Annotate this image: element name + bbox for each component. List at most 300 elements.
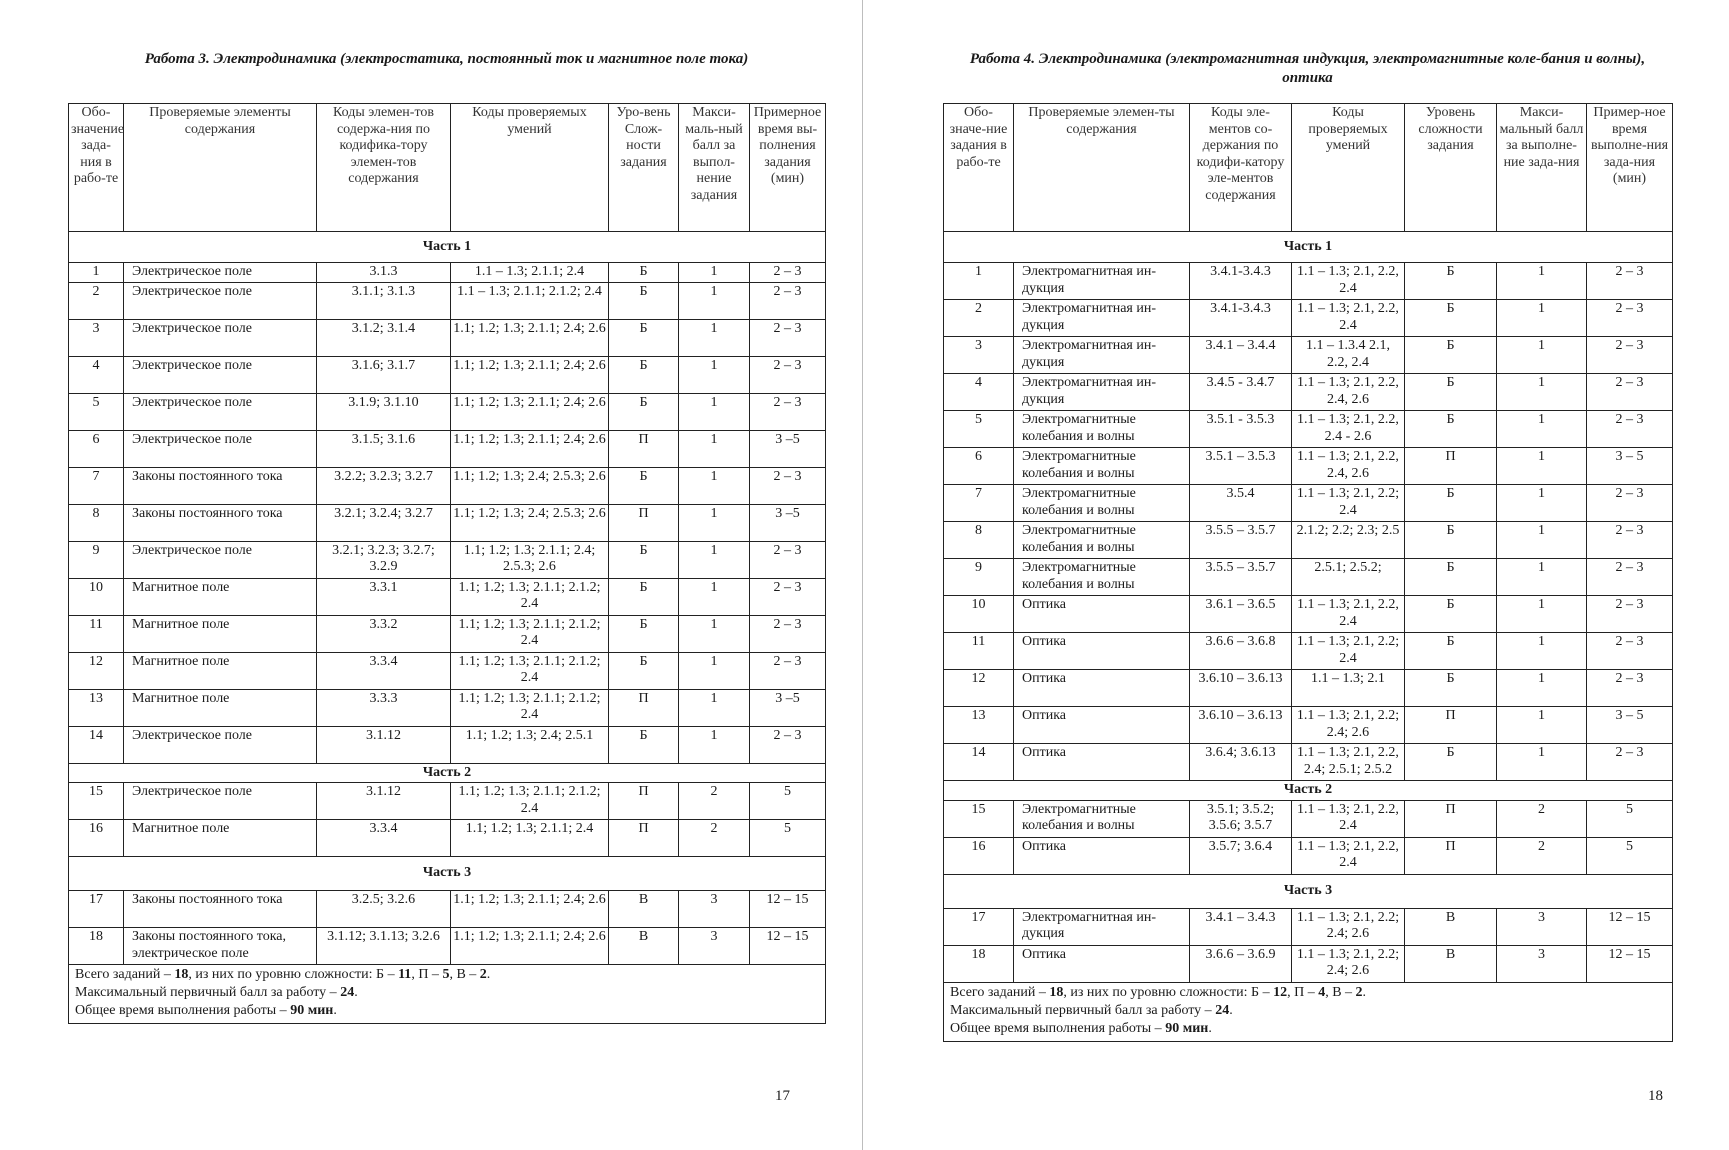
time-minutes: 2 – 3 [1587,300,1673,337]
content-element: Электромагнитные колебания и волны [1014,559,1190,596]
table-row [69,891,826,928]
content-codes: 3.3.1 [317,578,451,615]
task-number: 9 [944,559,1014,596]
content-codes: 3.1.9; 3.1.10 [317,393,451,430]
time-minutes: 3 –5 [750,504,826,541]
table-row [69,282,826,319]
difficulty-level: Б [1405,374,1497,411]
time-minutes: 12 – 15 [1587,945,1673,982]
table-row [944,707,1673,744]
task-number: 3 [944,337,1014,374]
time-minutes: 2 – 3 [750,319,826,356]
task-number: 7 [69,467,124,504]
max-score: 1 [1497,596,1587,633]
difficulty-level: В [609,891,679,928]
time-minutes: 2 – 3 [1587,263,1673,300]
content-codes: 3.6.1 – 3.6.5 [1190,596,1292,633]
table-row [69,541,826,578]
skill-codes: 1.1 – 1.3.4 2.1, 2.2, 2.4 [1292,337,1405,374]
difficulty-level: Б [609,393,679,430]
max-score: 1 [1497,744,1587,781]
max-score: 1 [1497,300,1587,337]
content-codes: 3.6.10 – 3.6.13 [1190,670,1292,707]
task-number: 10 [69,578,124,615]
task-number: 16 [69,820,124,857]
content-codes: 3.6.6 – 3.6.8 [1190,633,1292,670]
max-score: 1 [1497,411,1587,448]
content-codes: 3.1.6; 3.1.7 [317,356,451,393]
task-number: 14 [69,726,124,763]
content-codes: 3.6.4; 3.6.13 [1190,744,1292,781]
header-cell: Обо-значе-ние задания в рабо-те [944,104,1014,232]
max-score: 1 [1497,559,1587,596]
max-score: 1 [1497,522,1587,559]
skill-codes: 1.1; 1.2; 1.3; 2.4; 2.5.3; 2.6 [451,467,609,504]
content-element: Магнитное поле [124,652,317,689]
difficulty-level: П [609,504,679,541]
table-row [69,783,826,820]
time-minutes: 3 – 5 [1587,707,1673,744]
max-score: 1 [679,652,750,689]
max-score: 1 [1497,448,1587,485]
table-row [69,820,826,857]
table-row [69,615,826,652]
time-minutes: 12 – 15 [750,928,826,965]
table-header-row [944,104,1673,232]
content-element: Электрическое поле [124,319,317,356]
difficulty-level: Б [609,652,679,689]
summary-note [944,982,1673,1041]
part-row [69,232,826,263]
content-element: Электромагнитные колебания и волны [1014,800,1190,837]
content-codes: 3.3.3 [317,689,451,726]
difficulty-level: Б [1405,263,1497,300]
max-score: 3 [679,928,750,965]
time-minutes: 3 – 5 [1587,448,1673,485]
task-number: 17 [944,908,1014,945]
table-row [944,448,1673,485]
content-element: Законы постоянного тока, электрическое поле [124,928,317,965]
content-codes: 3.5.7; 3.6.4 [1190,837,1292,874]
skill-codes: 1.1; 1.2; 1.3; 2.1.1; 2.4; 2.6 [451,928,609,965]
difficulty-level: Б [609,263,679,283]
task-number: 2 [944,300,1014,337]
max-score: 2 [1497,837,1587,874]
table-row [69,652,826,689]
skill-codes: 1.1; 1.2; 1.3; 2.1.1; 2.4; 2.6 [451,430,609,467]
table-row [944,300,1673,337]
difficulty-level: Б [1405,300,1497,337]
header-cell: Макси-мальный балл за выполне-ние зада-ния [1497,104,1587,232]
max-score: 1 [1497,633,1587,670]
summary-note [69,965,826,1024]
difficulty-level: П [1405,707,1497,744]
content-element: Оптика [1014,744,1190,781]
task-number: 10 [944,596,1014,633]
table-row [69,578,826,615]
task-number: 18 [69,928,124,965]
max-score: 1 [679,430,750,467]
content-element: Магнитное поле [124,578,317,615]
max-score: 1 [679,504,750,541]
part-label: Часть 2 [944,781,1673,801]
content-element: Оптика [1014,707,1190,744]
task-number: 4 [944,374,1014,411]
table-row [944,337,1673,374]
header-cell: Проверяемые элементы содержания [124,104,317,232]
max-score: 1 [1497,707,1587,744]
difficulty-level: Б [609,319,679,356]
task-number: 13 [69,689,124,726]
part-row [944,874,1673,908]
skill-codes: 1.1 – 1.3; 2.1.1; 2.4 [451,263,609,283]
time-minutes: 12 – 15 [1587,908,1673,945]
content-element: Электромагнитная ин-дукция [1014,374,1190,411]
content-codes: 3.3.4 [317,820,451,857]
max-score: 3 [1497,945,1587,982]
skill-codes: 1.1 – 1.3; 2.1, 2.2, 2.4 - 2.6 [1292,411,1405,448]
max-score: 1 [679,615,750,652]
part-label: Часть 3 [69,857,826,891]
content-element: Электромагнитные колебания и волны [1014,522,1190,559]
max-score: 1 [679,726,750,763]
time-minutes: 2 – 3 [1587,374,1673,411]
content-codes: 3.5.5 – 3.5.7 [1190,522,1292,559]
summary-max-score: Максимальный первичный балл за работу – 24. [950,1002,1233,1018]
summary-max-score: Максимальный первичный балл за работу – 24. [75,985,358,1000]
task-number: 12 [944,670,1014,707]
time-minutes: 2 – 3 [1587,633,1673,670]
difficulty-level: В [1405,945,1497,982]
difficulty-level: Б [609,356,679,393]
difficulty-level: П [609,783,679,820]
max-score: 1 [1497,485,1587,522]
page-divider [862,0,863,1150]
task-number: 3 [69,319,124,356]
summary-total-tasks: Всего заданий – 18, из них по уровню сложности: Б – 11, П – 5, В – 2. [75,967,491,982]
time-minutes: 2 – 3 [1587,337,1673,374]
table-row [944,633,1673,670]
content-element: Электромагнитные колебания и волны [1014,448,1190,485]
content-element: Законы постоянного тока [124,891,317,928]
content-codes: 3.1.5; 3.1.6 [317,430,451,467]
task-number: 8 [944,522,1014,559]
task-number: 11 [69,615,124,652]
max-score: 1 [679,541,750,578]
task-number: 9 [69,541,124,578]
task-number: 1 [69,263,124,283]
content-element: Электрическое поле [124,282,317,319]
difficulty-level: Б [1405,596,1497,633]
time-minutes: 5 [1587,837,1673,874]
table-row [944,670,1673,707]
table-row [944,411,1673,448]
summary-total-tasks: Всего заданий – 18, из них по уровню сложности: Б – 12, П – 4, В – 2. [950,984,1367,1000]
skill-codes: 1.1 – 1.3; 2.1, 2.2; 2.4; 2.6 [1292,707,1405,744]
skill-codes: 1.1 – 1.3; 2.1.1; 2.1.2; 2.4 [451,282,609,319]
time-minutes: 2 – 3 [750,263,826,283]
content-element: Магнитное поле [124,615,317,652]
header-cell: Коды элемен-тов содержа-ния по кодифика-тору элемен-тов содержания [317,104,451,232]
skill-codes: 1.1; 1.2; 1.3; 2.1.1; 2.1.2; 2.4 [451,578,609,615]
task-number: 8 [69,504,124,541]
difficulty-level: В [1405,908,1497,945]
part-row [944,781,1673,801]
difficulty-level: Б [1405,337,1497,374]
skill-codes: 1.1 – 1.3; 2.1, 2.2; 2.4; 2.6 [1292,945,1405,982]
content-element: Электрическое поле [124,783,317,820]
max-score: 2 [679,820,750,857]
max-score: 2 [1497,800,1587,837]
footer-row [944,982,1673,1041]
content-codes: 3.1.12 [317,783,451,820]
task-number: 5 [69,393,124,430]
table-row [944,945,1673,982]
skill-codes: 1.1 – 1.3; 2.1 [1292,670,1405,707]
table-row [69,689,826,726]
part-row [944,232,1673,263]
difficulty-level: Б [609,726,679,763]
skill-codes: 1.1; 1.2; 1.3; 2.4; 2.5.3; 2.6 [451,504,609,541]
task-number: 7 [944,485,1014,522]
skill-codes: 1.1 – 1.3; 2.1, 2.2, 2.4, 2.6 [1292,374,1405,411]
time-minutes: 2 – 3 [1587,744,1673,781]
table-row [944,800,1673,837]
task-number: 4 [69,356,124,393]
time-minutes: 2 – 3 [750,282,826,319]
time-minutes: 2 – 3 [750,615,826,652]
header-cell: Обо-значение зада-ния в рабо-те [69,104,124,232]
header-cell: Пример-ное время выполне-ния зада-ния (мин) [1587,104,1673,232]
content-codes: 3.1.1; 3.1.3 [317,282,451,319]
difficulty-level: П [1405,800,1497,837]
time-minutes: 2 – 3 [1587,485,1673,522]
part-label: Часть 1 [944,232,1673,263]
header-cell: Макси-маль-ный балл за выпол-нение задания [679,104,750,232]
time-minutes: 2 – 3 [750,356,826,393]
skill-codes: 1.1 – 1.3; 2.1, 2.2, 2.4 [1292,263,1405,300]
table-row [69,430,826,467]
time-minutes: 2 – 3 [750,393,826,430]
content-codes: 3.1.12; 3.1.13; 3.2.6 [317,928,451,965]
content-codes: 3.1.2; 3.1.4 [317,319,451,356]
skill-codes: 1.1; 1.2; 1.3; 2.1.1; 2.4; 2.6 [451,356,609,393]
content-element: Электромагнитная ин-дукция [1014,263,1190,300]
header-cell: Коды проверяемых умений [451,104,609,232]
difficulty-level: Б [609,282,679,319]
time-minutes: 2 – 3 [1587,522,1673,559]
max-score: 1 [1497,670,1587,707]
table-row [944,837,1673,874]
skill-codes: 2.1.2; 2.2; 2.3; 2.5 [1292,522,1405,559]
content-element: Электрическое поле [124,356,317,393]
page-number: 17 [775,1088,790,1104]
table-row [69,319,826,356]
max-score: 1 [679,467,750,504]
part-row [69,763,826,783]
skill-codes: 1.1 – 1.3; 2.1, 2.2, 2.4 [1292,837,1405,874]
content-codes: 3.4.1-3.4.3 [1190,263,1292,300]
skill-codes: 1.1 – 1.3; 2.1, 2.2; 2.4; 2.6 [1292,908,1405,945]
difficulty-level: Б [1405,559,1497,596]
skill-codes: 1.1 – 1.3; 2.1, 2.2; 2.4 [1292,485,1405,522]
skill-codes: 1.1; 1.2; 1.3; 2.1.1; 2.4; 2.6 [451,393,609,430]
content-element: Оптика [1014,945,1190,982]
time-minutes: 12 – 15 [750,891,826,928]
task-number: 2 [69,282,124,319]
content-codes: 3.6.6 – 3.6.9 [1190,945,1292,982]
skill-codes: 1.1 – 1.3; 2.1, 2.2; 2.4 [1292,633,1405,670]
content-codes: 3.2.5; 3.2.6 [317,891,451,928]
table-header-row [69,104,826,232]
header-cell: Коды эле-ментов со-держания по кодифи-катору эле-ментов содержания [1190,104,1292,232]
content-element: Электромагнитные колебания и волны [1014,411,1190,448]
content-codes: 3.5.1 – 3.5.3 [1190,448,1292,485]
table-row [69,726,826,763]
difficulty-level: Б [609,615,679,652]
skill-codes: 1.1; 1.2; 1.3; 2.1.1; 2.1.2; 2.4 [451,652,609,689]
content-element: Электрическое поле [124,726,317,763]
time-minutes: 2 – 3 [750,467,826,504]
content-element: Электромагнитная ин-дукция [1014,337,1190,374]
max-score: 1 [679,356,750,393]
max-score: 1 [679,282,750,319]
time-minutes: 2 – 3 [1587,559,1673,596]
table-row [69,504,826,541]
max-score: 1 [679,319,750,356]
time-minutes: 5 [1587,800,1673,837]
content-codes: 3.5.1 - 3.5.3 [1190,411,1292,448]
skill-codes: 1.1 – 1.3; 2.1, 2.2, 2.4; 2.5.1; 2.5.2 [1292,744,1405,781]
table-row [69,263,826,283]
max-score: 1 [1497,374,1587,411]
difficulty-level: Б [1405,411,1497,448]
skill-codes: 1.1 – 1.3; 2.1, 2.2, 2.4 [1292,596,1405,633]
summary-total-time: Общее время выполнения работы – 90 мин. [950,1020,1212,1036]
task-number: 6 [944,448,1014,485]
max-score: 3 [1497,908,1587,945]
table-row [944,485,1673,522]
skill-codes: 1.1; 1.2; 1.3; 2.1.1; 2.4 [451,820,609,857]
table-row [69,467,826,504]
time-minutes: 2 – 3 [1587,670,1673,707]
content-element: Магнитное поле [124,689,317,726]
task-number: 13 [944,707,1014,744]
content-element: Магнитное поле [124,820,317,857]
content-element: Оптика [1014,837,1190,874]
difficulty-level: Б [1405,485,1497,522]
task-number: 17 [69,891,124,928]
content-codes: 3.3.2 [317,615,451,652]
time-minutes: 2 – 3 [750,578,826,615]
time-minutes: 3 –5 [750,689,826,726]
content-codes: 3.5.5 – 3.5.7 [1190,559,1292,596]
content-codes: 3.4.1 – 3.4.3 [1190,908,1292,945]
header-cell: Примерное время вы-полнения задания (мин) [750,104,826,232]
content-element: Электрическое поле [124,393,317,430]
skill-codes: 1.1; 1.2; 1.3; 2.1.1; 2.4; 2.6 [451,891,609,928]
right-spec-table [943,103,1673,1042]
table-row [944,559,1673,596]
task-number: 15 [69,783,124,820]
skill-codes: 1.1; 1.2; 1.3; 2.1.1; 2.4; 2.6 [451,319,609,356]
content-codes: 3.4.1 – 3.4.4 [1190,337,1292,374]
part-label: Часть 1 [69,232,826,263]
difficulty-level: П [1405,837,1497,874]
content-element: Электромагнитная ин-дукция [1014,908,1190,945]
content-codes: 3.2.1; 3.2.4; 3.2.7 [317,504,451,541]
time-minutes: 2 – 3 [1587,411,1673,448]
time-minutes: 2 – 3 [750,541,826,578]
task-number: 18 [944,945,1014,982]
content-element: Электромагнитные колебания и волны [1014,485,1190,522]
content-codes: 3.2.1; 3.2.3; 3.2.7; 3.2.9 [317,541,451,578]
difficulty-level: Б [1405,633,1497,670]
time-minutes: 2 – 3 [750,726,826,763]
table-row [944,908,1673,945]
difficulty-level: Б [609,578,679,615]
table-row [69,356,826,393]
table-row [69,928,826,965]
table-row [944,744,1673,781]
table-row [944,522,1673,559]
left-page-title: Работа 3. Электродинамика (электростатика, постоянный ток и магнитное поле тока) [144,51,749,67]
max-score: 1 [679,263,750,283]
content-codes: 3.4.1-3.4.3 [1190,300,1292,337]
content-element: Законы постоянного тока [124,467,317,504]
content-codes: 3.3.4 [317,652,451,689]
max-score: 1 [679,578,750,615]
skill-codes: 1.1; 1.2; 1.3; 2.1.1; 2.1.2; 2.4 [451,689,609,726]
content-element: Электромагнитная ин-дукция [1014,300,1190,337]
max-score: 1 [1497,337,1587,374]
difficulty-level: Б [1405,744,1497,781]
difficulty-level: П [1405,448,1497,485]
skill-codes: 1.1; 1.2; 1.3; 2.1.1; 2.1.2; 2.4 [451,783,609,820]
difficulty-level: Б [609,541,679,578]
skill-codes: 1.1 – 1.3; 2.1, 2.2, 2.4 [1292,300,1405,337]
time-minutes: 2 – 3 [1587,596,1673,633]
difficulty-level: Б [1405,670,1497,707]
summary-total-time: Общее время выполнения работы – 90 мин. [75,1003,337,1018]
content-element: Электрическое поле [124,263,317,283]
content-element: Электрическое поле [124,541,317,578]
skill-codes: 1.1; 1.2; 1.3; 2.4; 2.5.1 [451,726,609,763]
time-minutes: 3 –5 [750,430,826,467]
content-codes: 3.2.2; 3.2.3; 3.2.7 [317,467,451,504]
difficulty-level: П [609,689,679,726]
task-number: 1 [944,263,1014,300]
content-element: Законы постоянного тока [124,504,317,541]
content-codes: 3.5.4 [1190,485,1292,522]
difficulty-level: Б [609,467,679,504]
part-label: Часть 2 [69,763,826,783]
table-row [944,596,1673,633]
task-number: 15 [944,800,1014,837]
content-element: Оптика [1014,596,1190,633]
max-score: 3 [679,891,750,928]
skill-codes: 1.1 – 1.3; 2.1, 2.2, 2.4 [1292,800,1405,837]
table-row [944,374,1673,411]
left-spec-table [68,103,826,1024]
time-minutes: 5 [750,820,826,857]
footer-row [69,965,826,1024]
header-cell: Уровень сложности задания [1405,104,1497,232]
task-number: 11 [944,633,1014,670]
difficulty-level: П [609,430,679,467]
table-row [69,393,826,430]
difficulty-level: П [609,820,679,857]
